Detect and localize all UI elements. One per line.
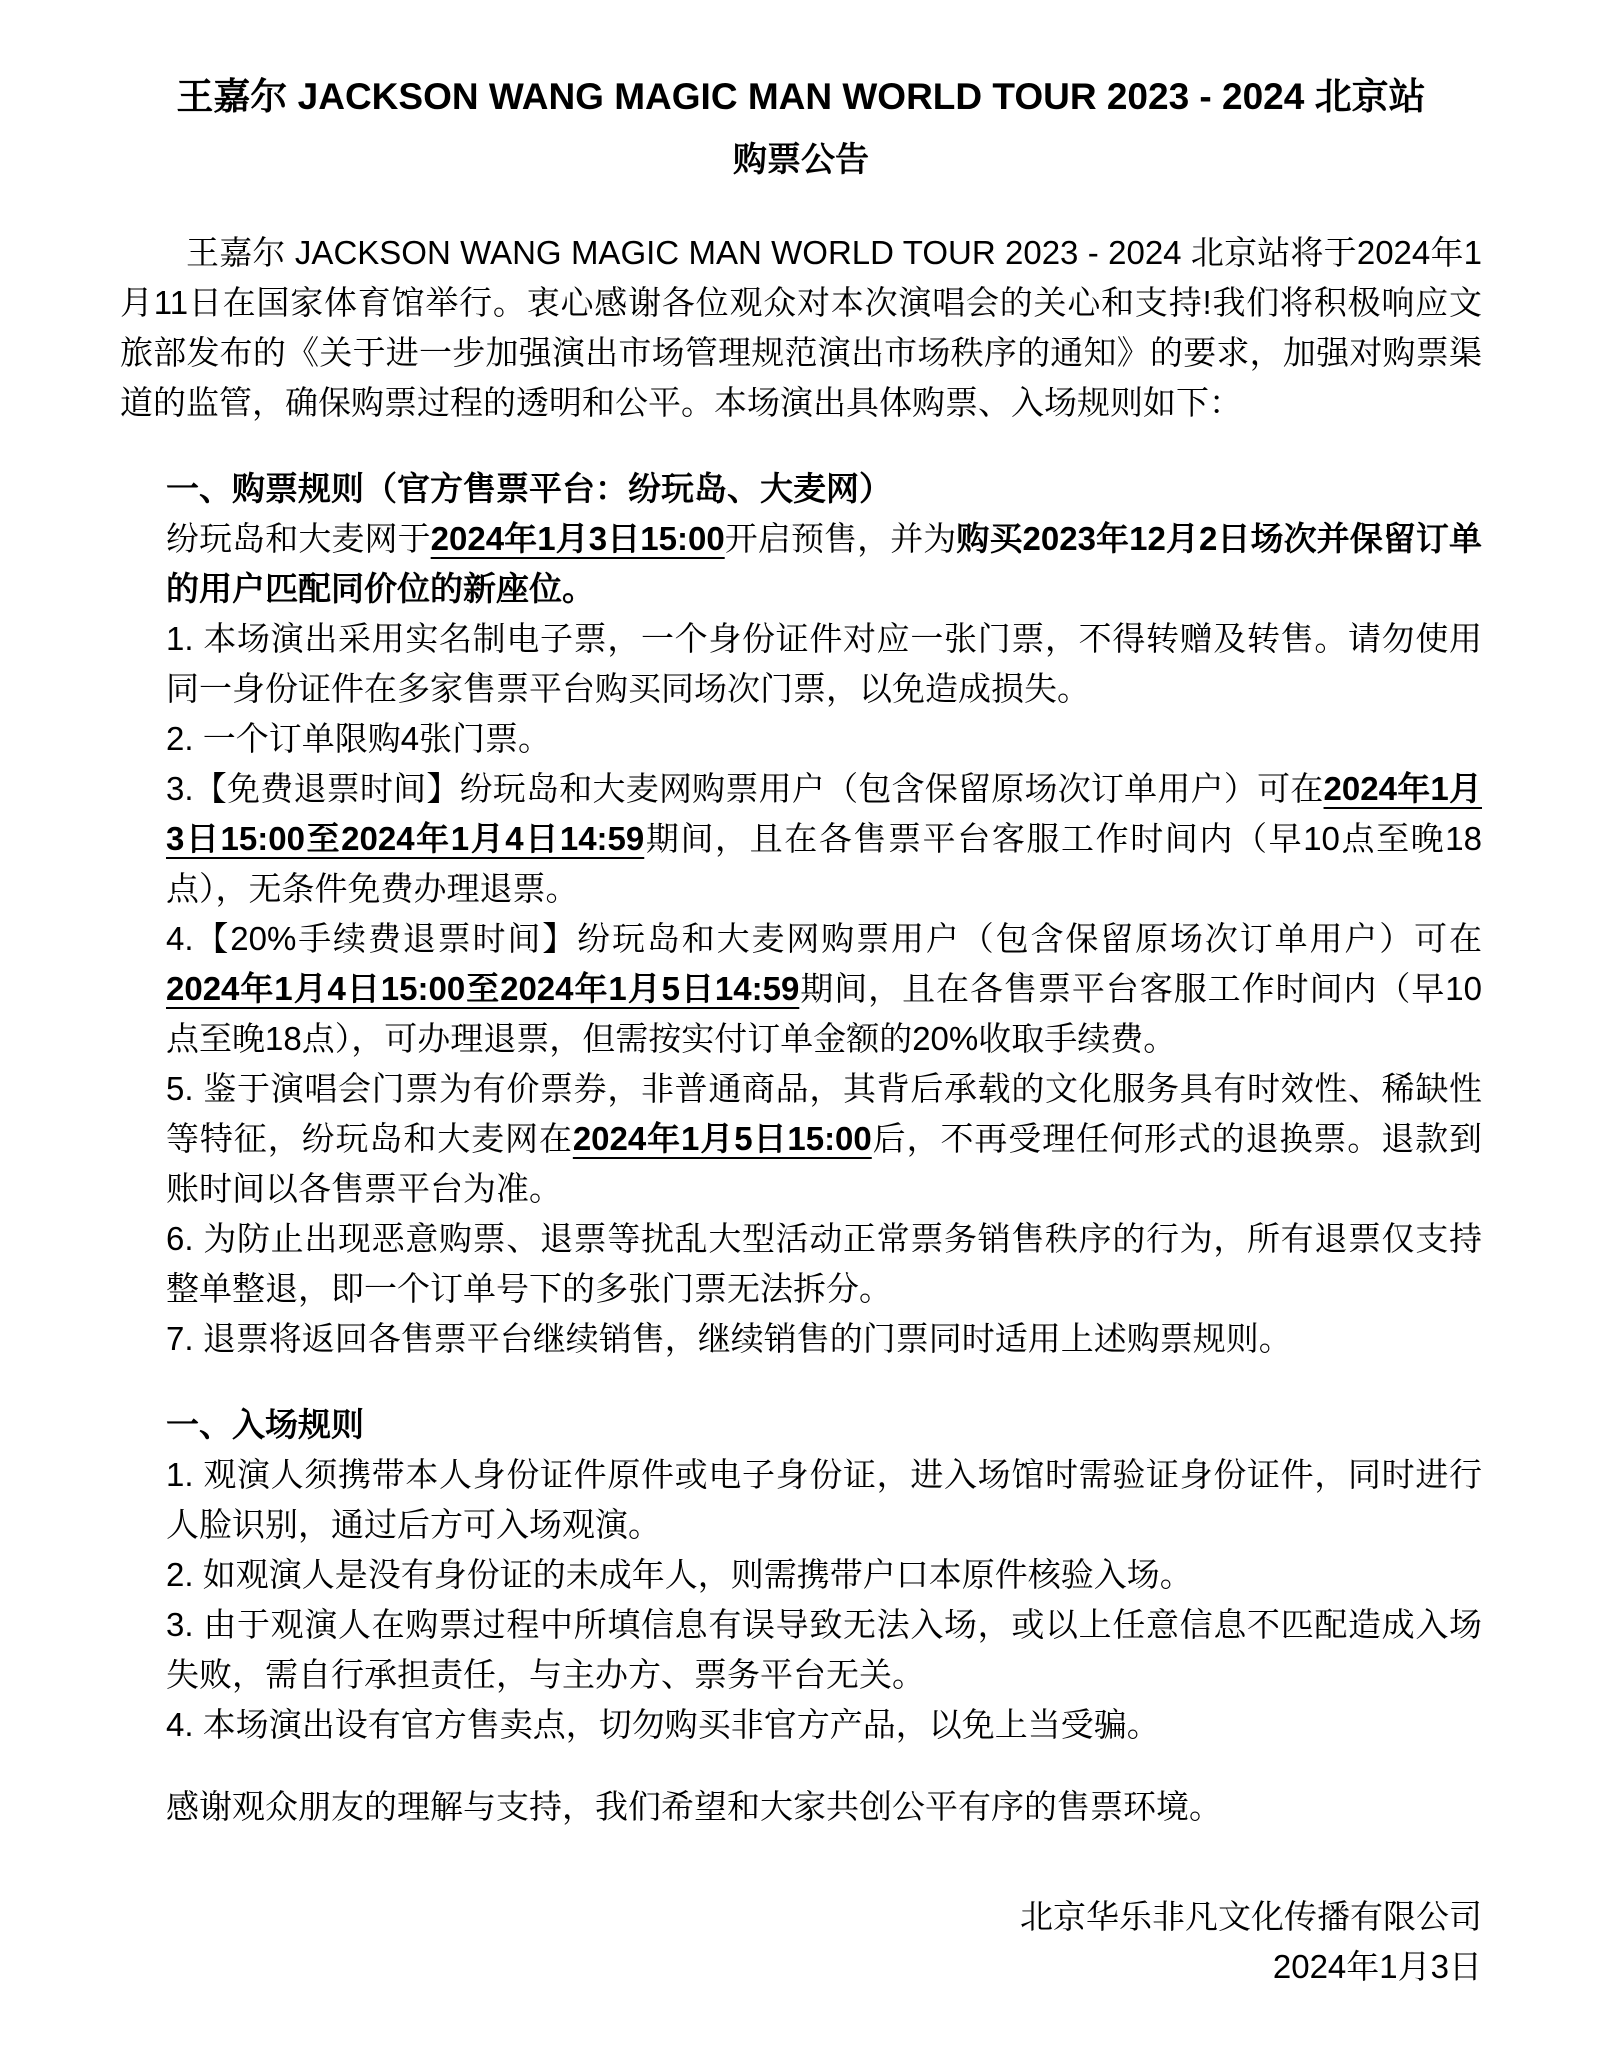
rule-item [166, 1550, 1482, 1600]
text-run: 2. 如观演人是没有身份证的未成年人，则需携带户口本原件核验入场。 [166, 1555, 1193, 1593]
signature-company: 北京华乐非凡文化传播有限公司 [1020, 1897, 1482, 1935]
text-run: 王嘉尔 JACKSON WANG MAGIC MAN WORLD TOUR 2023 - 2024 北京站将于2024年1月11日在国家体育馆举行。衷心感谢各位观众对本次演唱会的关心和支持!我们将积极响应文旅部发布的《关于进一步加强演出市场管理规范演出市场秩序的通知》的要求，加强对购票渠道的监管，确保购票过程的透明和公平。本场演出具体购票、入场规则如下： [120, 233, 1482, 421]
text-run: 开启预售，并为 [724, 519, 957, 557]
text-run: 2. 一个订单限购4张门票。 [166, 719, 552, 757]
text-run: 后，不再受理任何形式的退换票。退款到账时间以各售票平台为准。 [166, 1119, 1483, 1207]
rule-item [166, 1214, 1482, 1314]
date-emphasis-run: 2024年1月3日15:00 [430, 519, 725, 557]
text-run: 6. 为防止出现恶意购票、退票等扰乱大型活动正常票务销售秩序的行为，所有退票仅支持整单整退，即一个订单号下的多张门票无法拆分。 [166, 1219, 1482, 1307]
ticket-rules-list [166, 614, 1482, 1364]
text-run: 1. 本场演出采用实名制电子票，一个身份证件对应一张门票，不得转赠及转售。请勿使用同一身份证件在多家售票平台购买同场次门票，以免造成损失。 [166, 619, 1482, 707]
date-emphasis-run: 2024年1月3日15:00至2024年1月4日14:59 [166, 769, 1482, 857]
text-run: 期间，且在各售票平台客服工作时间内（早10点至晚18点），可办理退票，但需按实付订单金额的20%收取手续费。 [166, 969, 1482, 1057]
text-run: 5. 鉴于演唱会门票为有价票券，非普通商品，其背后承载的文化服务具有时效性、稀缺性等特征，纷玩岛和大麦网在 [166, 1069, 1482, 1157]
entry-rules-heading: 一、入场规则 [166, 1405, 364, 1443]
rule-item [166, 1450, 1482, 1550]
rule-item [166, 1064, 1482, 1214]
text-run: 购买2023年12月2日场次并保留订单的用户匹配同价位的新座位。 [166, 519, 1483, 607]
text-run: 纷玩岛和大麦网于 [166, 519, 431, 557]
text-run: 期间，且在各售票平台客服工作时间内（早10点至晚18点），无条件免费办理退票。 [166, 819, 1482, 907]
text-run: 7. 退票将返回各售票平台继续销售，继续销售的门票同时适用上述购票规则。 [166, 1319, 1292, 1357]
entry-rules-list [166, 1450, 1482, 1750]
date-emphasis-run: 2024年1月5日15:00 [572, 1119, 872, 1157]
text-run: 3. 由于观演人在购票过程中所填信息有误导致无法入场，或以上任意信息不匹配造成入场失败，需自行承担责任，与主办方、票务平台无关。 [166, 1605, 1482, 1693]
text-run: 4.【20%手续费退票时间】纷玩岛和大麦网购票用户（包含保留原场次订单用户）可在 [166, 919, 1482, 957]
date-emphasis-run: 2024年1月4日15:00至2024年1月5日14:59 [166, 969, 800, 1007]
signature-date: 2024年1月3日 [1272, 1947, 1482, 1985]
rule-item [166, 914, 1482, 1064]
text-run: 1. 观演人须携带本人身份证件原件或电子身份证，进入场馆时需验证身份证件，同时进行人脸识别，通过后方可入场观演。 [166, 1455, 1482, 1543]
intro-paragraph [120, 228, 1482, 428]
rule-item [166, 1700, 1482, 1750]
rule-item [166, 764, 1482, 914]
rule-item [166, 714, 1482, 764]
ticket-rules-heading: 一、购票规则（官方售票平台：纷玩岛、大麦网） [166, 469, 892, 507]
rule-item [166, 614, 1482, 714]
rule-item [166, 1600, 1482, 1700]
ticket-rules-section [120, 464, 1482, 1364]
text-run: 4. 本场演出设有官方售卖点，切勿购买非官方产品，以免上当受骗。 [166, 1705, 1160, 1743]
doc-title: 王嘉尔 JACKSON WANG MAGIC MAN WORLD TOUR 2023 - 2024 北京站 [176, 76, 1426, 117]
rule-item [166, 1314, 1482, 1364]
closing-paragraph: 感谢观众朋友的理解与支持，我们希望和大家共创公平有序的售票环境。 [166, 1787, 1222, 1825]
doc-subtitle: 购票公告 [733, 140, 869, 179]
text-run: 3.【免费退票时间】纷玩岛和大麦网购票用户（包含保留原场次订单用户）可在 [166, 769, 1324, 807]
presale-paragraph [166, 514, 1482, 614]
entry-rules-section [120, 1400, 1482, 1750]
